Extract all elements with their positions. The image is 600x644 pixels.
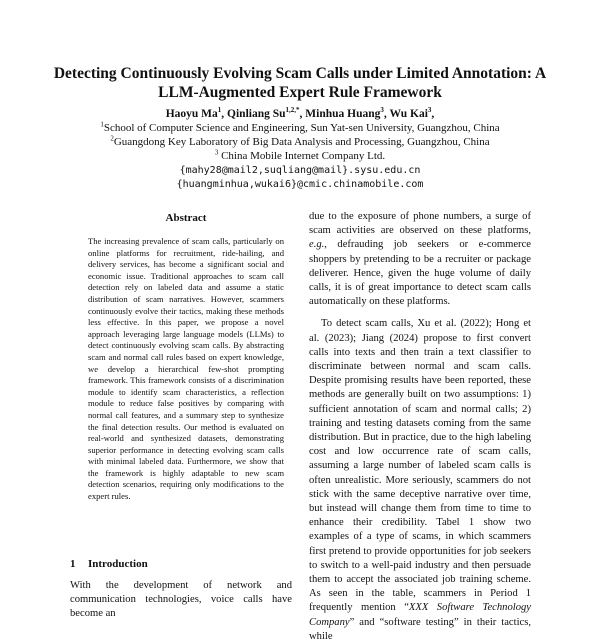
affiliation-2 xyxy=(40,135,560,149)
text-run: due to the exposure of phone numbers, a surge of scam activities are observed on these platforms, xyxy=(309,211,531,237)
abstract-heading: Abstract xyxy=(165,212,207,224)
right-paragraph-2 xyxy=(309,317,531,644)
paper-title xyxy=(40,64,560,102)
author-affiliation-mark: 1 xyxy=(217,106,222,115)
right-column xyxy=(309,210,531,642)
affiliation-mark: 3 xyxy=(214,148,219,157)
section-heading-introduction xyxy=(70,558,290,570)
introduction-paragraph: With the development of network and communication technologies, voice calls have become an xyxy=(70,580,292,620)
right-paragraph-1 xyxy=(309,210,531,309)
email-line-2: {huangminhua,wukai6}@cmic.chinamobile.com xyxy=(176,179,424,190)
author-affiliation-mark: 1,2,* xyxy=(285,106,300,115)
author-separator: , xyxy=(431,108,435,120)
author-separator: , xyxy=(299,108,306,120)
affiliation-text: China Mobile Internet Company Ltd. xyxy=(218,150,386,162)
affiliation-3 xyxy=(40,149,560,163)
italic-run: XXX Software Technology Company xyxy=(309,602,531,628)
section-number: 1 xyxy=(70,558,76,570)
author-name: Minhua Huang xyxy=(305,108,381,120)
text-run: To detect scam calls, Xu et al. (2022); Hong et al. (2023); Jiang (2024) propose to first convert calls into texts and then train a text classifier to discriminate between normal and scam calls. Despite promising results have been reported, these methods are generally built on two assumptions: 1) sufficient annotation of scam and normal calls; 2) training and testing datasets coming from the same distribution. But in practice, due to the high labeling cost and low occurrence rate of scam calls, assuming a large number of labeled scam calls is often unrealistic. More seriously, scammers do not stick with the same deceptive narrative over time, but instead will change them from time to time to enhance their credibility. Tabel 1 show two examples of a type of scams, in which scammers first pretend to provide opportunities for job seekers to switch to a well-paid industry and then persuade them to accept the associated job training scheme. As seen in the table, scammers in Period 1 frequently mention “ xyxy=(309,318,531,614)
text-run: ” and “software testing” in their tactics, while xyxy=(309,616,531,642)
affiliation-mark: 2 xyxy=(110,134,114,143)
affiliation-1 xyxy=(40,121,560,135)
title-line-2: LLM-Augmented Expert Rule Framework xyxy=(158,84,442,101)
author-name: Haoyu Ma xyxy=(165,108,218,120)
author-name: Qinliang Su xyxy=(227,108,286,120)
email-line-1: {mahy28@mail2,suqliang@mail}.sysu.edu.cn xyxy=(179,165,421,176)
abstract-body: The increasing prevalence of scam calls, particularly on online platforms for recruitment, ride-hailing, and delivery services, has become a significant social and economic issue. Traditional approaches to scam call detection rely on labeled data and assume a static distribution of scam narratives. However, scammers continuously evolve their tactics, making these methods less effective. In this paper, we propose a novel approach leveraging large language models (LLMs) to detect continuously evolving scam calls. By abstracting scam and normal call rules based on expert knowledge, we develop a hierarchical few-shot prompting framework. This framework consists of a discrimination module to identify scam characteristics, a reflection module to reduce false positives by comparing with normal call features, and a summary step to synthesize the final detection results. Our method is evaluated on real-world and synthesized datasets, demonstrating superior performance in detecting evolving scam calls with minimal labeled data. Furthermore, we show that the framework is highly adaptable to new scam detection scenarios, requiring only modifications to the expert rules. xyxy=(88,236,284,502)
author-affiliation-mark: 3 xyxy=(427,106,432,115)
author-list xyxy=(40,107,560,121)
section-title: Introduction xyxy=(88,558,148,570)
author-separator: , xyxy=(221,108,228,120)
affiliation-text: School of Computer Science and Engineering, Sun Yat-sen University, Guangzhou, China xyxy=(103,122,500,134)
title-line-1: Detecting Continuously Evolving Scam Calls under Limited Annotation: A xyxy=(53,65,547,82)
affiliation-text: Guangdong Key Laboratory of Big Data Analysis and Processing, Guangzhou, China xyxy=(113,136,490,148)
affiliation-mark: 1 xyxy=(100,120,104,129)
italic-run: e.g. xyxy=(309,239,325,251)
author-affiliation-mark: 3 xyxy=(380,106,384,115)
author-separator: , xyxy=(383,108,390,120)
text-run: , defrauding job seekers or e-commerce shoppers by pretending to be a recruiter or package deliverer. Hence, given the huge volume of daily calls, it is of great importance to detect scam calls automatically on these platforms. xyxy=(309,239,531,308)
author-name: Wu Kai xyxy=(389,108,428,120)
